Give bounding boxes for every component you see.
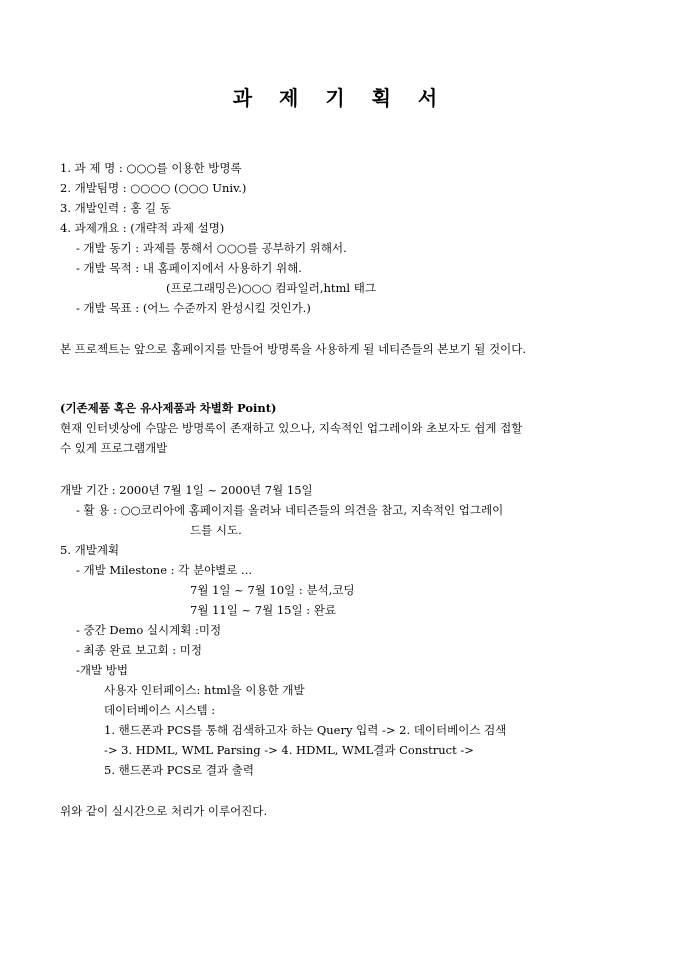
item-overview: 4. 과제개요 : (개략적 과제 설명) [60,221,225,235]
plan-heading: 5. 개발계획 [60,543,120,557]
overview-goal: - 개발 목표 : (어느 수준까지 완성시킬 것인가.) [76,301,311,315]
item-team-name: 2. 개발팀명 : ○○○○ (○○○ Univ.) [60,181,247,195]
method-ui: 사용자 인터페이스: html을 이용한 개발 [104,683,305,697]
item-developer: 3. 개발인력 : 홍 길 동 [60,201,171,215]
plan-demo: - 중간 Demo 실시계획 :미정 [76,623,222,637]
diff-heading: (기존제품 혹은 유사제품과 차별화 Point) [60,401,277,415]
method-db: 데이터베이스 시스템 : [104,703,216,717]
dev-period: 개발 기간 : 2000년 7월 1일 ~ 2000년 7월 15일 [60,483,313,497]
overview-purpose: - 개발 목적 : 내 홈페이지에서 사용하기 위해. [76,261,302,275]
flow-line-2: -> 3. HDML, WML Parsing -> 4. HDML, WML결과 Construct -> [104,743,474,757]
milestone-step-2: 7월 11일 ~ 7월 15일 : 완료 [190,603,336,617]
overview-motive: - 개발 동기 : 과제를 통해서 ○○○를 공부하기 위해서. [76,241,347,255]
diff-line-2: 수 있게 프로그램개발 [60,441,168,455]
usage-line-1: - 활 용 : ○○코리아에 홈페이지를 올려놔 네티즌들의 의견을 참고, 지속적인 업그레이 [76,503,504,517]
plan-final-report: - 최종 완료 보고회 : 미정 [76,643,203,657]
overview-purpose-detail: (프로그래밍은)○○○ 컴파일러,html 태그 [166,281,376,295]
usage-line-2: 드를 시도. [190,523,242,537]
flow-line-1: 1. 핸드폰과 PCS를 통해 검색하고자 하는 Query 입력 -> 2. 데이터베이스 검색 [104,723,507,737]
flow-line-3: 5. 핸드폰과 PCS로 결과 출력 [104,763,254,777]
milestone-step-1: 7월 1일 ~ 7월 10일 : 분석,코딩 [190,583,355,597]
diff-line-1: 현재 인터넷상에 수많은 방명록이 존재하고 있으나, 지속적인 업그레이와 초보자도 쉽게 접할 [60,421,523,435]
plan-milestone: - 개발 Milestone : 각 분야별로 ... [76,563,253,577]
summary-paragraph: 본 프로젝트는 앞으로 홈페이지를 만들어 방명록을 사용하게 될 네티즌들의 본보기 될 것이다. [60,342,527,356]
document-title: 과 제 기 획 서 [232,86,448,110]
closing-sentence: 위와 같이 실시간으로 처리가 이루어진다. [60,804,268,818]
item-project-name: 1. 과 제 명 : ○○○를 이용한 방명록 [60,161,242,175]
plan-method: -개발 방법 [76,663,128,677]
